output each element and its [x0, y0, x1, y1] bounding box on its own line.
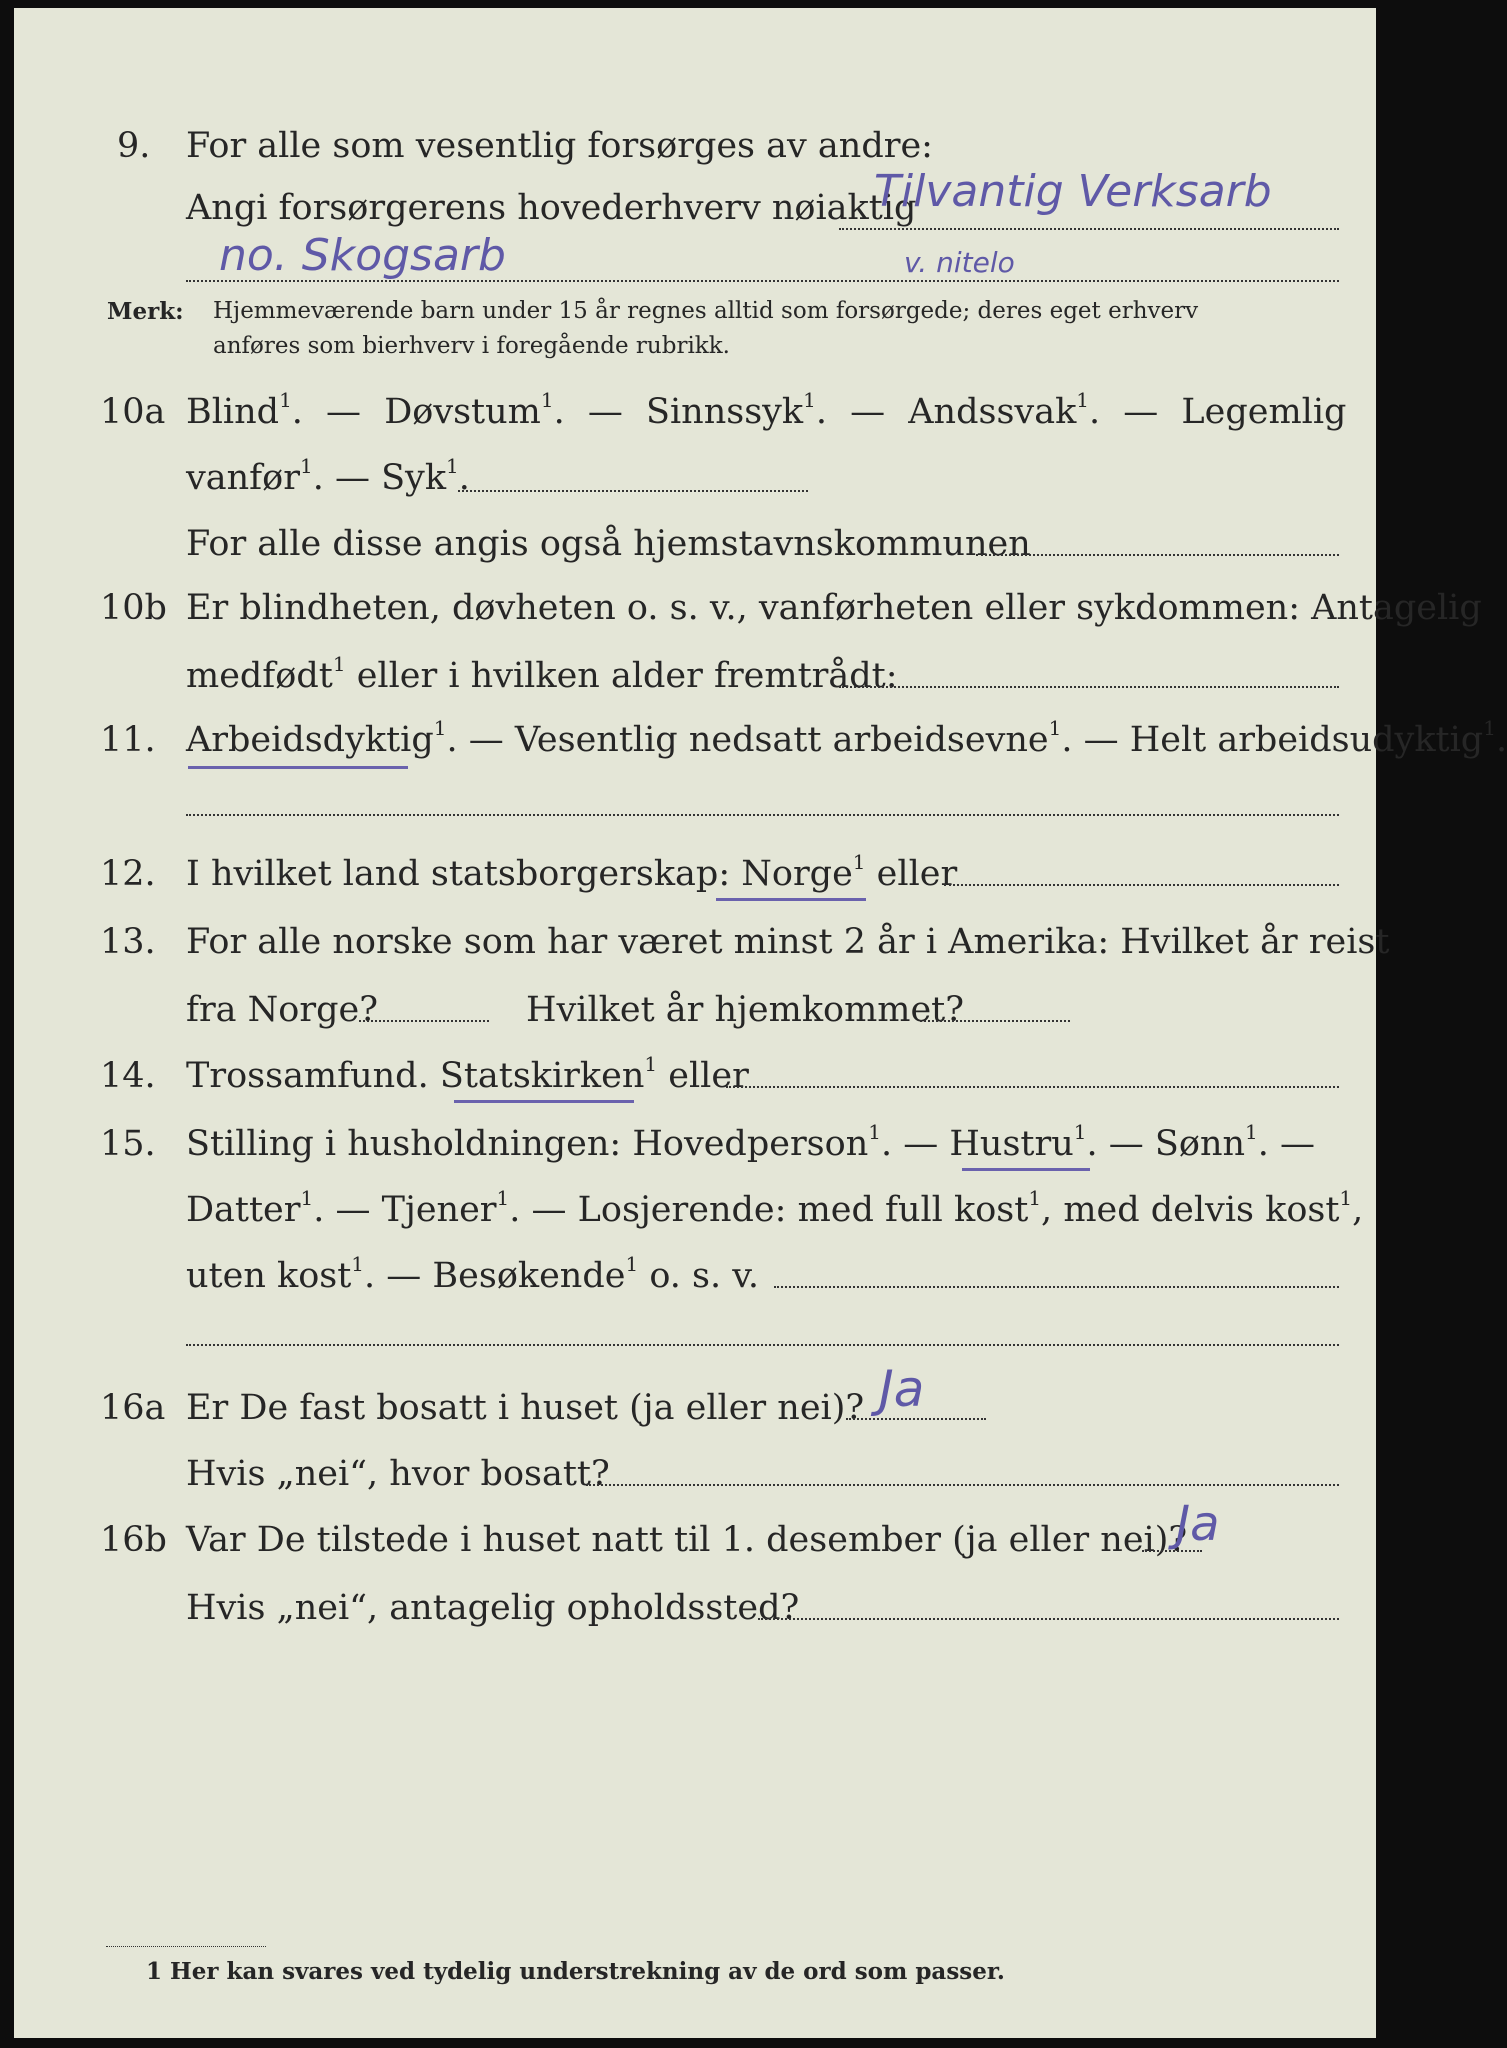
item-number-16b: 16b [100, 1520, 167, 1560]
answer-line [586, 1484, 1339, 1486]
item-number-16a: 16a [100, 1388, 166, 1428]
item-12-question: I hvilket land statsborgerskap: Norge$^1$ eller [186, 850, 958, 894]
item-number-10a: 10a [100, 392, 166, 432]
item-13-line2a: fra Norge? [186, 990, 378, 1030]
answer-line [839, 228, 1339, 230]
item-9-question-line2: Angi forsørgerens hovederhverv nøiaktig [186, 188, 917, 228]
underline-mark [962, 1168, 1090, 1171]
item-number-14: 14. [100, 1056, 156, 1096]
item-number-12: 12. [100, 854, 156, 894]
item-number-9: 9. [117, 126, 151, 166]
item-10a-question: Blind$^1$. — Døvstum$^1$. — Sinnssyk$^1$. — Andssvak$^1$. — Legemlig [186, 388, 1347, 432]
handwritten-occupation-part2: no. Skogsarb [219, 230, 506, 281]
item-13-question: For alle norske som har været minst 2 år i Amerika: Hvilket år reist [186, 922, 1390, 962]
item-16b-line2: Hvis „nei“, antagelig opholdssted? [186, 1588, 800, 1628]
footnote-rule [106, 1946, 266, 1947]
underline-mark [188, 766, 408, 769]
item-15-question: Stilling i husholdningen: Hovedperson$^1$. — Hustru$^1$. — Sønn$^1$. — [186, 1120, 1316, 1164]
note-text-line1: Hjemmeværende barn under 15 år regnes alltid som forsørgede; deres eget erhverv [213, 298, 1199, 324]
item-13-line2b: Hvilket år hjemkommet? [526, 990, 965, 1030]
item-10a-line2: vanfør$^1$. — Syk$^1$. [186, 454, 470, 498]
answer-line [920, 1020, 1070, 1022]
item-15-line2: Datter$^1$. — Tjener$^1$. — Losjerende: med full kost$^1$, med delvis kost$^1$, [186, 1186, 1364, 1230]
item-10b-line2: medfødt$^1$ eller i hvilken alder fremtrådt: [186, 652, 898, 696]
handwritten-answer-16a: Ja [879, 1360, 925, 1418]
item-15-line3: uten kost$^1$. — Besøkende$^1$ o. s. v. [186, 1252, 760, 1296]
item-number-11: 11. [100, 720, 156, 760]
answer-line [458, 490, 808, 492]
answer-line [846, 1418, 986, 1420]
handwritten-answer-16b: Ja [1176, 1496, 1220, 1552]
answer-line [839, 686, 1339, 688]
answer-line [976, 554, 1339, 556]
item-16b-question: Var De tilstede i huset natt til 1. desember (ja eller nei)? [186, 1520, 1188, 1560]
item-number-13: 13. [100, 922, 156, 962]
handwritten-note: v. nitelo [904, 246, 1015, 279]
item-16a-question: Er De fast bosatt i huset (ja eller nei)? [186, 1388, 865, 1428]
item-16a-line2: Hvis „nei“, hvor bosatt? [186, 1454, 610, 1494]
answer-line [186, 814, 1339, 816]
answer-line [758, 1618, 1339, 1620]
note-text-line2: anføres som bierhverv i foregående rubrikk. [213, 333, 730, 359]
census-form-page [14, 8, 1507, 2038]
item-14-question: Trossamfund. Statskirken$^1$ eller [186, 1052, 749, 1096]
item-number-10b: 10b [100, 588, 167, 628]
note-label: Merk: [107, 298, 184, 325]
handwritten-occupation-part1: Tilvantig Verksarb [874, 166, 1272, 217]
item-10a-line3: For alle disse angis også hjemstavnskommunen [186, 524, 1031, 564]
item-10b-question: Er blindheten, døvheten o. s. v., vanførheten eller sykdommen: Antagelig [186, 588, 1482, 628]
underline-mark [454, 1100, 634, 1103]
answer-line [359, 1020, 489, 1022]
answer-line [726, 1086, 1339, 1088]
item-11-question: Arbeidsdyktig$^1$. — Vesentlig nedsatt arbeidsevne$^1$. — Helt arbeidsudyktig$^1$. [186, 716, 1507, 760]
answer-line [774, 1286, 1339, 1288]
item-number-15: 15. [100, 1124, 156, 1164]
item-9-question: For alle som vesentlig forsørges av andre: [186, 126, 933, 166]
underline-mark [716, 898, 866, 901]
footnote: 1 Her kan svares ved tydelig understrekning av de ord som passer. [146, 1958, 1005, 1985]
answer-line [944, 884, 1339, 886]
answer-line [186, 1344, 1339, 1346]
